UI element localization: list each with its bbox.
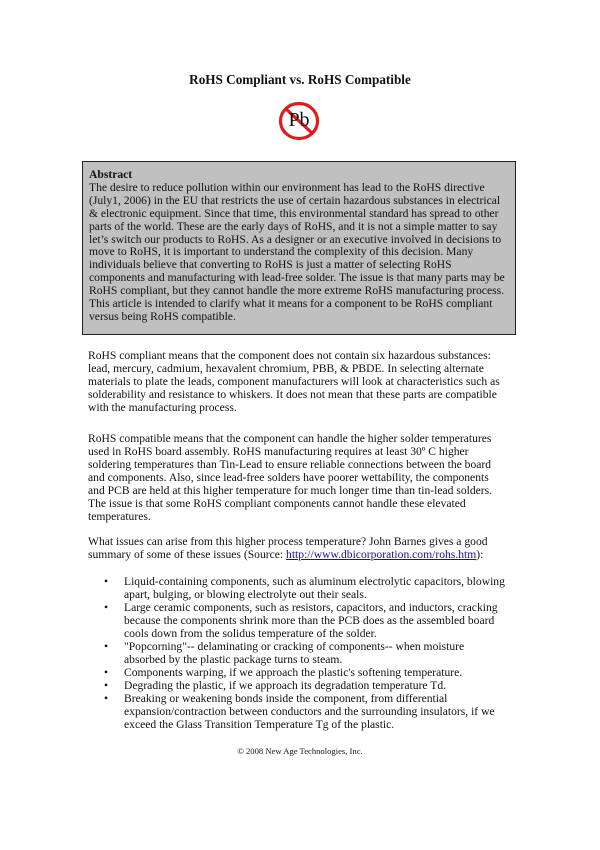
copyright-footer: © 2008 New Age Technologies, Inc. (237, 746, 363, 756)
bullet-icon: • (104, 666, 109, 679)
issues-list (88, 575, 518, 731)
abstract-line: let’s switch our products to RoHS. As a designer or an executive involved in decisions to (89, 232, 502, 246)
list-item (88, 679, 518, 692)
paragraph-line: temperatures. (88, 510, 151, 523)
paragraph-line: used in RoHS board assembly. RoHS manufacturing requires at least 30º C higher (88, 445, 469, 458)
source-prefix: summary of some of these issues (Source: (88, 548, 287, 561)
abstract-line: parts of the world. These are the early days of RoHS, and it is not a simple matter to say (89, 219, 498, 233)
abstract-line: RoHS compliant, but they cannot handle the more extreme RoHS manufacturing process. (89, 284, 505, 298)
paragraph-line: materials to plate the leads, component manufacturers will look at characteristics such as (88, 375, 500, 388)
paragraph-line: RoHS compatible means that the component can handle the higher solder temperatures (88, 432, 492, 445)
bullet-icon: • (104, 601, 109, 614)
list-item (88, 666, 518, 679)
compliant-paragraph (88, 349, 518, 414)
source-link[interactable]: http://www.dbicorporation.com/rohs.htm (286, 548, 477, 561)
paragraph-line: The issue is that some RoHS compliant components cannot handle these elevated (88, 497, 466, 510)
paragraph-line: solderability and resistance to whiskers. It does not mean that these parts are compatible (88, 388, 497, 401)
list-item-line: cools down from the solidus temperature of the solder. (124, 627, 377, 640)
paragraph-line (88, 548, 518, 561)
paragraph-line: What issues can arise from this higher process temperature? John Barnes gives a good (88, 535, 488, 548)
paragraph-line: with the manufacturing process. (88, 401, 237, 414)
list-item (88, 601, 518, 640)
abstract-line: components and manufacturing with lead-free solder. The issue is that many parts may be (89, 271, 505, 285)
no-lead-logo (278, 101, 320, 141)
abstract-line: move to RoHS, it is important to understand the complexity of this decision. Many (89, 245, 474, 259)
list-item-line: Breaking or weakening bonds inside the component, from differential (124, 692, 448, 705)
bullet-icon: • (104, 640, 109, 653)
paragraph-line: and PCB are held at this higher temperature for much longer time than tin-lead solders. (88, 484, 493, 497)
list-item (88, 692, 518, 731)
page-title: RoHS Compliant vs. RoHS Compatible (189, 72, 411, 87)
list-item-line: apart, bulging, or blowing electrolyte out their seals. (124, 588, 367, 601)
abstract-line: & electronic equipment. Since that time, this environmental standard has spread to other (89, 206, 499, 220)
paragraph-line: lead, mercury, cadmium, hexavalent chromium, PBB, & PBDE. In selecting alternate (88, 362, 484, 375)
source-suffix: ): (476, 548, 484, 561)
bullet-icon: • (104, 692, 109, 705)
list-item-line: Degrading the plastic, if we approach its degradation temperature Td. (124, 679, 447, 692)
abstract-line: This article is intended to clarify what it means for a component to be RoHS compliant (89, 297, 493, 311)
list-item-line: Large ceramic components, such as resistors, capacitors, and inductors, cracking (124, 601, 498, 614)
bullet-icon: • (104, 575, 109, 588)
paragraph-line: RoHS compliant means that the component does not contain six hazardous substances: (88, 349, 491, 362)
abstract-line: (July1, 2006) in the EU that restricts the use of certain hazardous substances in electrical (89, 193, 501, 207)
list-item-line: expansion/contraction between conductors and the surrounding insulators, if we (124, 705, 495, 718)
list-item-line: because the components shrink more than the PCB does as the assembled board (124, 614, 495, 627)
issues-intro-paragraph (88, 535, 518, 561)
abstract-line: versus being RoHS compatible. (89, 309, 236, 323)
paragraph-line: and components. Also, since lead-free solders have poorer wettability, the components (88, 471, 489, 484)
list-item-line: Liquid-containing components, such as aluminum electrolytic capacitors, blowing (124, 575, 505, 588)
logo-label: Pb (288, 109, 310, 131)
list-item-line: Components warping, if we approach the plastic's softening temperature. (124, 666, 463, 679)
list-item-line: absorbed by the plastic package turns to steam. (124, 653, 343, 666)
abstract-line: The desire to reduce pollution within our environment has lead to the RoHS directive (89, 180, 485, 194)
list-item-line: exceed the Glass Transition Temperature Tg of the plastic. (124, 718, 395, 731)
paragraph-line: soldering temperatures than Tin-Lead to ensure reliable connections between the board (88, 458, 492, 471)
abstract-box (82, 161, 516, 335)
list-item (88, 575, 518, 601)
list-item-line: "Popcorning"-- delaminating or cracking of components-- when moisture (124, 640, 465, 653)
bullet-icon: • (104, 679, 109, 692)
abstract-line: individuals believe that converting to RoHS is just a matter of selecting RoHS (89, 258, 452, 272)
abstract-heading: Abstract (89, 168, 133, 181)
list-item (88, 640, 518, 666)
compatible-paragraph (88, 432, 518, 523)
